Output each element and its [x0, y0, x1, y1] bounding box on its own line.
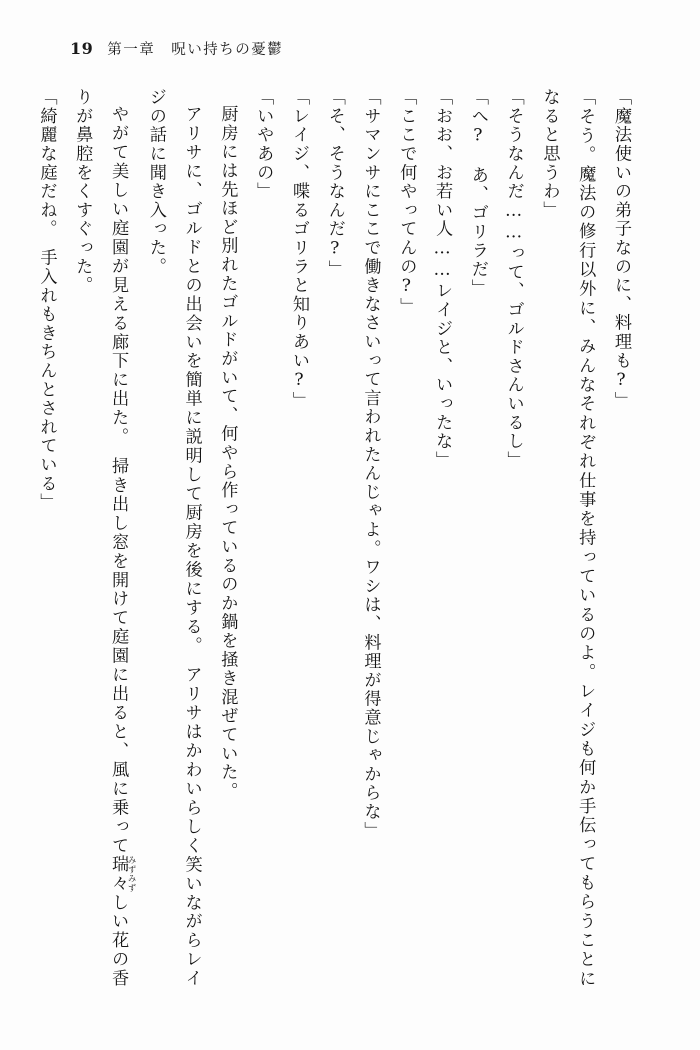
text-line: 「へ? あ、ゴリラだ」 [467, 88, 488, 298]
text-line: 「そ、そうなんだ?」 [324, 88, 345, 279]
text-line: 「魔法使いの弟子なのに、料理も?」 [611, 88, 631, 411]
text-line-with-ruby [64, 88, 138, 988]
chapter-title: 第一章 呪い持ちの憂鬱 [107, 42, 284, 58]
text-line: 「レイジ、喋るゴリラと知りあい?」 [288, 88, 309, 411]
page-number: 19 [70, 39, 94, 58]
page-body [36, 88, 638, 990]
text-line: 「そう。魔法の修行以外に、みんなそれぞれ仕事を持っているのよ。レイジも何か手伝ってもらうことになると思うわ」 [539, 88, 596, 988]
text-line: アリサに、ゴルドとの出会いを簡単に説明して厨房を後にする。 アリサはかわいらしく笑いながらレイジの話に聞き入った。 [145, 88, 202, 988]
text-line: 「いやあの」 [253, 88, 274, 201]
ruby-annotation: 瑞々 みずみず [108, 855, 138, 894]
text-line: 「ここで何やってんの?」 [396, 88, 417, 317]
text-line: 「綺麗な庭だね。 手入れもきちんとされている」 [36, 88, 57, 512]
text-line: 「おお、お若い人……レイジと、いったな」 [432, 88, 453, 470]
text-line: 厨房には先ほど別れたゴルドがいて、何やら作っているのか鍋を掻き混ぜていた。 [217, 105, 238, 801]
vertical-text-block [36, 88, 638, 989]
ruby-line-part-a: やがて美しい庭園が見える廊下に出た。 掃き出し窓を開けて庭園に出ると、風に乗って瑞々 みずみずしい花の香りが鼻腔をくすぐった。 [72, 88, 138, 989]
text-line: 「サマンサにここで働きなさいって言われたんじゃよ。ワシは、料理が得意じゃからな」 [360, 88, 381, 840]
text-line: 「そうなんだ……って、ゴルドさんいるし」 [503, 88, 524, 470]
running-head [70, 38, 283, 59]
